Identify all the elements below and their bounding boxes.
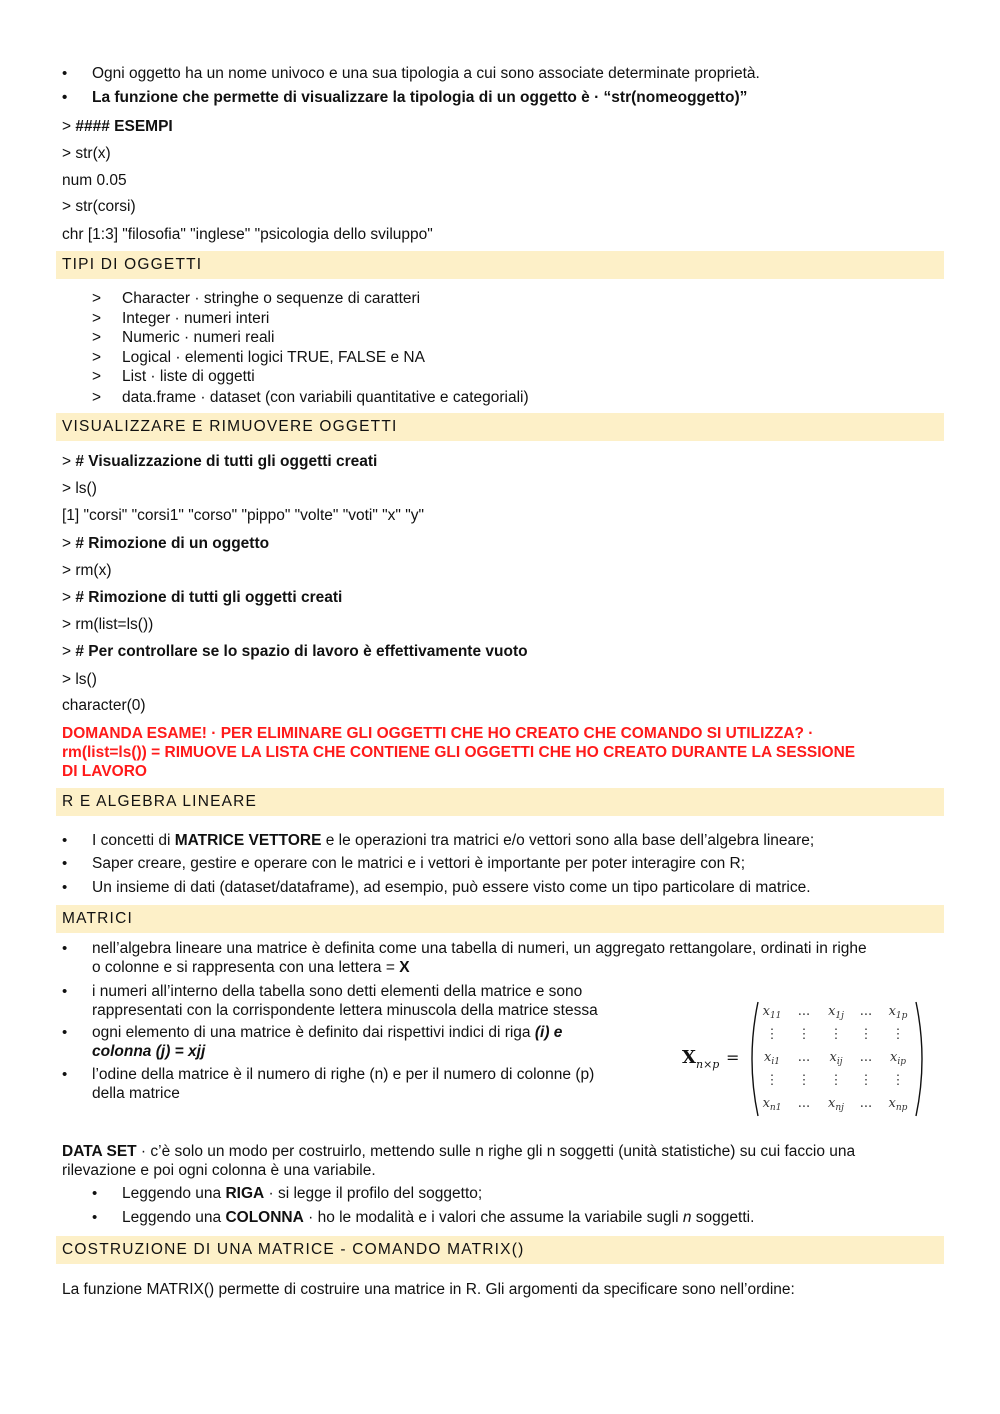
code-line: num 0.05 — [62, 172, 127, 189]
text-span: ogni elemento di una matrice è definito dai rispettivi indici di riga — [92, 1024, 535, 1041]
bullet-icon: • — [62, 855, 68, 872]
bullet-icon: • — [62, 940, 68, 957]
matrix-cell: ... — [797, 1096, 811, 1111]
costruzione-text: La funzione MATRIX() permette di costruire una matrice in R. Gli argomenti da specificare sono nell’ordine: — [62, 1281, 795, 1298]
code-line: chr [1:3] "filosofia" "inglese" "psicologia dello sviluppo" — [62, 226, 433, 243]
bullet-icon: • — [62, 832, 68, 849]
bullet-text — [92, 831, 940, 850]
matrix-cell: ⋮ — [829, 1073, 843, 1088]
matrix-cell: $x_{1p}$ — [888, 1004, 908, 1021]
bullet-text: Ogni oggetto ha un nome univoco e una sua tipologia a cui sono associate determinate proprietà. — [92, 65, 760, 82]
bullet-text — [92, 939, 940, 977]
matrix-cell: ⋮ — [859, 1073, 873, 1088]
section-title: TIPI DI OGGETTI — [62, 256, 203, 273]
list-item-text: Logical · elementi logici TRUE, FALSE e NA — [122, 349, 425, 366]
exam-question-line: rm(list=ls()) = RIMUOVE LA LISTA CHE CONTIENE GLI OGGETTI CHE HO CREATO DURANTE LA SESSIONE — [62, 744, 856, 761]
dataset-line-1 — [62, 1142, 855, 1161]
section-header-costruzione — [56, 1236, 944, 1264]
list-item-text: Numeric · numeri reali — [122, 329, 275, 346]
matrix-cell: $x_{nj}$ — [828, 1096, 844, 1113]
text-span: rappresentati con la corrispondente lettera minuscola della matrice stessa — [92, 1002, 598, 1019]
arrow-icon: > — [92, 389, 102, 406]
dataset-label: DATA SET — [62, 1143, 137, 1160]
code-prefix: > — [62, 118, 76, 135]
bullet-text: La funzione che permette di visualizzare la tipologia di un oggetto è · “str(nomeoggetto)” — [92, 89, 748, 106]
code-prefix: > — [62, 643, 76, 660]
bullet-icon: • — [62, 1066, 68, 1083]
matrix-cell: $x_{np}$ — [888, 1096, 908, 1113]
text-bold: RIGA — [225, 1185, 265, 1202]
code-line — [62, 117, 173, 136]
matrix-cell: ⋮ — [797, 1027, 811, 1042]
bullet-text: Saper creare, gestire e operare con le matrici e i vettori è importante per poter interagire con R; — [92, 855, 746, 872]
exam-question-line: DOMANDA ESAME! · PER ELIMINARE GLI OGGETTI CHE HO CREATO CHE COMANDO SI UTILIZZA? · — [62, 725, 814, 742]
exam-question-line: DI LAVORO — [62, 763, 147, 780]
section-header-visualizzare — [56, 413, 944, 441]
code-line: > rm(list=ls()) — [62, 616, 154, 633]
text-span: I concetti di — [92, 832, 175, 849]
text-span: Leggendo una — [122, 1209, 226, 1226]
bullet-text — [92, 1023, 660, 1061]
matrix-cell: $x_{ij}$ — [829, 1050, 843, 1067]
section-header-algebra — [56, 788, 944, 816]
bullet-text — [92, 982, 660, 1020]
matrix-cell: ⋮ — [829, 1027, 843, 1042]
right-paren — [916, 1002, 922, 1116]
matrix-cells — [763, 1004, 908, 1113]
code-comment: # Per controllare se lo spazio di lavoro è effettivamente vuoto — [75, 643, 528, 660]
left-paren — [752, 1002, 758, 1116]
section-title: COSTRUZIONE DI UNA MATRICE - COMANDO MATRIX() — [62, 1241, 525, 1258]
code-line: > rm(x) — [62, 562, 112, 579]
arrow-icon: > — [92, 349, 102, 366]
code-prefix: > — [62, 535, 76, 552]
list-item-text: Integer · numeri interi — [122, 310, 270, 327]
text-bold: (i) e — [534, 1024, 563, 1041]
section-header-matrici — [56, 905, 944, 933]
code-line: > str(x) — [62, 145, 111, 162]
dataset-line-2: rilevazione e poi ogni colonna è una variabile. — [62, 1162, 376, 1179]
code-line: > ls() — [62, 480, 97, 497]
arrow-icon: > — [92, 368, 102, 385]
matrix-cell: $x_{11}$ — [762, 1004, 782, 1021]
text-span: della matrice — [92, 1085, 180, 1102]
matrix-cell: ... — [859, 1096, 873, 1111]
matrix-cell: ... — [859, 1004, 873, 1019]
matrix-cell: ⋮ — [797, 1073, 811, 1088]
code-comment: # Rimozione di tutti gli oggetti creati — [75, 589, 343, 606]
text-bold: X — [399, 959, 410, 976]
matrix-cell: ⋮ — [891, 1027, 905, 1042]
bullet-icon: • — [62, 89, 68, 106]
text-span: l’odine della matrice è il numero di righe (n) e per il numero di colonne (p) — [92, 1066, 595, 1083]
matrix-cell: ⋮ — [765, 1027, 779, 1042]
code-line — [62, 588, 342, 607]
arrow-icon: > — [92, 290, 102, 307]
matrix-cell: $x_{i1}$ — [764, 1050, 780, 1067]
arrow-icon: > — [92, 310, 102, 327]
section-title: R E ALGEBRA LINEARE — [62, 793, 258, 810]
list-item-text: data.frame · dataset (con variabili quantitative e categoriali) — [122, 389, 529, 406]
matrix-formula — [680, 998, 930, 1120]
bullet-text — [122, 1208, 940, 1227]
matrix-cell: $x_{1j}$ — [828, 1004, 844, 1021]
text-span: · c’è solo un modo per costruirlo, mettendo sulle n righe gli n soggetti (unità statistiche) su cui faccio una — [136, 1143, 856, 1160]
code-comment: # Rimozione di un oggetto — [75, 535, 270, 552]
list-item-text: List · liste di oggetti — [122, 368, 255, 385]
code-line: [1] "corsi" "corsi1" "corso" "pippo" "volte" "voti" "x" "y" — [62, 507, 424, 524]
text-span: o colonne e si rappresenta con una lettera = — [92, 959, 400, 976]
text-span: soggetti. — [691, 1209, 755, 1226]
bullet-icon: • — [62, 1024, 68, 1041]
code-comment: # Visualizzazione di tutti gli oggetti creati — [75, 453, 378, 470]
bullet-icon: • — [92, 1209, 98, 1226]
matrix-cell: ... — [797, 1050, 811, 1065]
bullet-icon: • — [62, 65, 68, 82]
code-line: > ls() — [62, 671, 97, 688]
section-header-tipi — [56, 251, 944, 279]
bullet-text — [92, 1065, 660, 1103]
text-span: · si legge il profilo del soggetto; — [264, 1185, 483, 1202]
bullet-text — [122, 1184, 940, 1203]
section-title: VISUALIZZARE E RIMUOVERE OGGETTI — [62, 418, 398, 435]
code-prefix: > — [62, 589, 76, 606]
text-span: nell’algebra lineare una matrice è definita come una tabella di numeri, un aggregato rettangolare, ordinati in righe — [92, 940, 867, 957]
bullet-icon: • — [62, 879, 68, 896]
list-item-text: Character · stringhe o sequenze di caratteri — [122, 290, 421, 307]
text-span: · ho le modalità e i valori che assume la variabile sugli — [303, 1209, 683, 1226]
matrix-equals: = — [726, 1048, 740, 1067]
matrix-cell: ⋮ — [859, 1027, 873, 1042]
text-bold: COLONNA — [225, 1209, 304, 1226]
code-line — [62, 452, 377, 471]
code-line: character(0) — [62, 697, 146, 714]
bullet-icon: • — [92, 1185, 98, 1202]
text-span: Leggendo una — [122, 1185, 226, 1202]
matrix-cell: $x_{ip}$ — [890, 1050, 906, 1067]
matrix-lhs: X — [682, 1047, 696, 1068]
matrix-lhs-sub: n×p — [696, 1058, 720, 1071]
code-prefix: > — [62, 453, 76, 470]
bullet-icon: • — [62, 983, 68, 1000]
text-italic: n — [682, 1209, 692, 1226]
code-line — [62, 642, 528, 661]
matrix-cell: ... — [859, 1050, 873, 1065]
text-span: i numeri all’interno della tabella sono detti elementi della matrice e sono — [92, 983, 583, 1000]
matrix-cell: ⋮ — [765, 1073, 779, 1088]
matrix-cell: $x_{n1}$ — [762, 1096, 782, 1113]
text-bold: MATRICE VETTORE — [174, 832, 322, 849]
code-line: > str(corsi) — [62, 198, 136, 215]
section-title: MATRICI — [62, 910, 133, 927]
text-bold: colonna (j) = xjj — [92, 1043, 206, 1060]
code-line — [62, 534, 269, 553]
bullet-text: Un insieme di dati (dataset/dataframe), ad esempio, può essere visto come un tipo particolare di matrice. — [92, 879, 811, 896]
matrix-cell: ⋮ — [891, 1073, 905, 1088]
code-text: #### ESEMPI — [75, 118, 173, 135]
arrow-icon: > — [92, 329, 102, 346]
text-span: e le operazioni tra matrici e/o vettori sono alla base dell’algebra lineare; — [321, 832, 815, 849]
matrix-cell: ... — [797, 1004, 811, 1019]
